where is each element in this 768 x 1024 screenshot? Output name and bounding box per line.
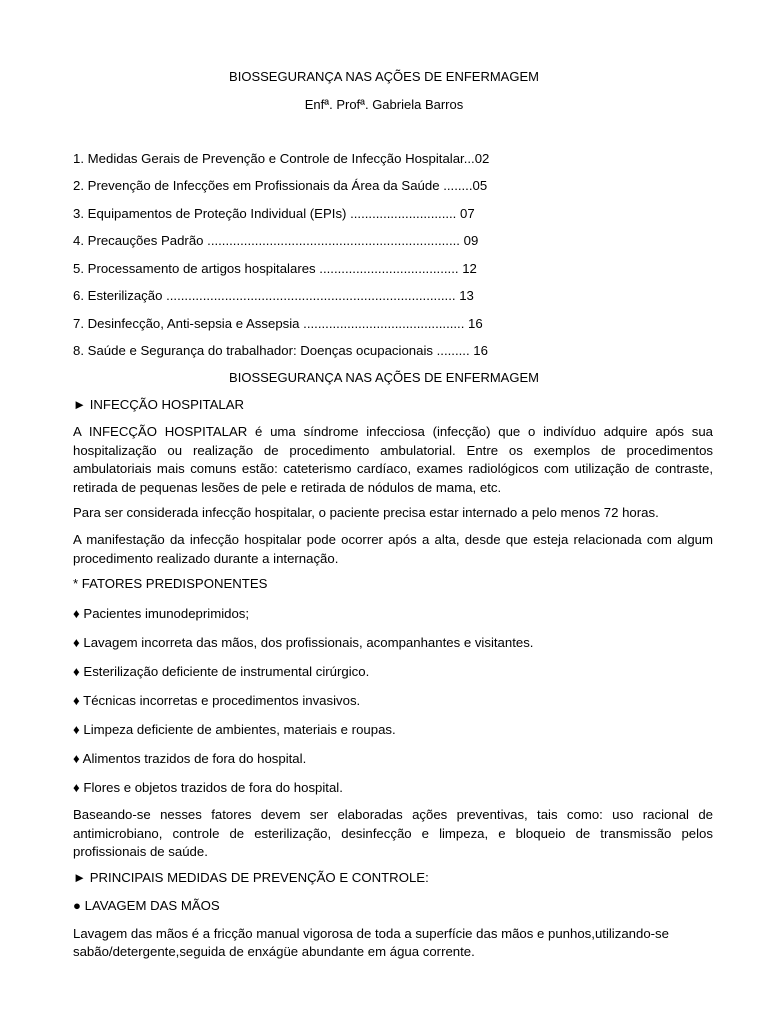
heading-infeccao-hospitalar: ► INFECÇÃO HOSPITALAR <box>73 397 245 412</box>
toc-item: 4. Precauções Padrão ..................................................................... 09 <box>73 233 479 248</box>
list-item: ♦ Limpeza deficiente de ambientes, materiais e roupas. <box>73 722 396 737</box>
toc-item: 8. Saúde e Segurança do trabalhador: Doenças ocupacionais ......... 16 <box>73 343 488 358</box>
paragraph-definicao: A INFECÇÃO HOSPITALAR é uma síndrome infecciosa (infecção) que o indivíduo adquire após sua hospitalização ou realização de procedimento ambulatorial. Entre os exemplos de procedimentos ambulatoriais mais comuns estão: cateterismo cardíaco, exames radiológicos com utilização de contraste, retirada de pequenas lesões de pele e retirada de nódulos de mama, etc. <box>73 424 713 495</box>
document-author: Enfª. Profª. Gabriela Barros <box>304 97 464 112</box>
toc-item: 2. Prevenção de Infecções em Profissionais da Área da Saúde ........05 <box>73 178 488 193</box>
heading-fatores-predisponentes: * FATORES PREDISPONENTES <box>73 576 268 591</box>
toc-item: 5. Processamento de artigos hospitalares ...................................... 12 <box>73 261 477 276</box>
toc-item: 7. Desinfecção, Anti-sepsia e Assepsia ............................................ 16 <box>73 316 483 331</box>
section-title: BIOSSEGURANÇA NAS AÇÕES DE ENFERMAGEM <box>229 370 539 385</box>
paragraph-72-horas: Para ser considerada infecção hospitalar, o paciente precisa estar internado a pelo menos 72 horas. <box>73 505 659 520</box>
list-item: ♦ Pacientes imunodeprimidos; <box>73 606 250 621</box>
paragraph-manifestacao: A manifestação da infecção hospitalar pode ocorrer após a alta, desde que esteja relacionada com algum procedimento realizado durante a internação. <box>73 532 713 566</box>
list-item: ♦ Esterilização deficiente de instrumental cirúrgico. <box>73 664 370 679</box>
toc-item: 1. Medidas Gerais de Prevenção e Controle de Infecção Hospitalar...02 <box>73 151 490 166</box>
heading-lavagem-maos: ● LAVAGEM DAS MÃOS <box>73 898 220 913</box>
paragraph-lavagem-line1: Lavagem das mãos é a fricção manual vigorosa de toda a superfície das mãos e punhos,utilizando-se <box>73 926 669 941</box>
toc-item: 3. Equipamentos de Proteção Individual (EPIs) ............................. 07 <box>73 206 475 221</box>
toc-item: 6. Esterilização ............................................................................... 13 <box>73 288 474 303</box>
heading-medidas-prevencao: ► PRINCIPAIS MEDIDAS DE PREVENÇÃO E CONTROLE: <box>73 870 429 885</box>
paragraph-acoes-preventivas: Baseando-se nesses fatores devem ser elaboradas ações preventivas, tais como: uso racional de antimicrobiano, controle de esterilização, desinfecção e limpeza, e bloqueio de transmissão pelos profissionais de saúde. <box>73 807 713 859</box>
list-item: ♦ Técnicas incorretas e procedimentos invasivos. <box>73 693 361 708</box>
list-item: ♦ Alimentos trazidos de fora do hospital. <box>73 751 307 766</box>
list-item: ♦ Flores e objetos trazidos de fora do hospital. <box>73 780 343 795</box>
list-item: ♦ Lavagem incorreta das mãos, dos profissionais, acompanhantes e visitantes. <box>73 635 534 650</box>
paragraph-lavagem-line2: sabão/detergente,seguida de enxágüe abundante em água corrente. <box>73 944 475 959</box>
document-title: BIOSSEGURANÇA NAS AÇÕES DE ENFERMAGEM <box>229 69 539 84</box>
